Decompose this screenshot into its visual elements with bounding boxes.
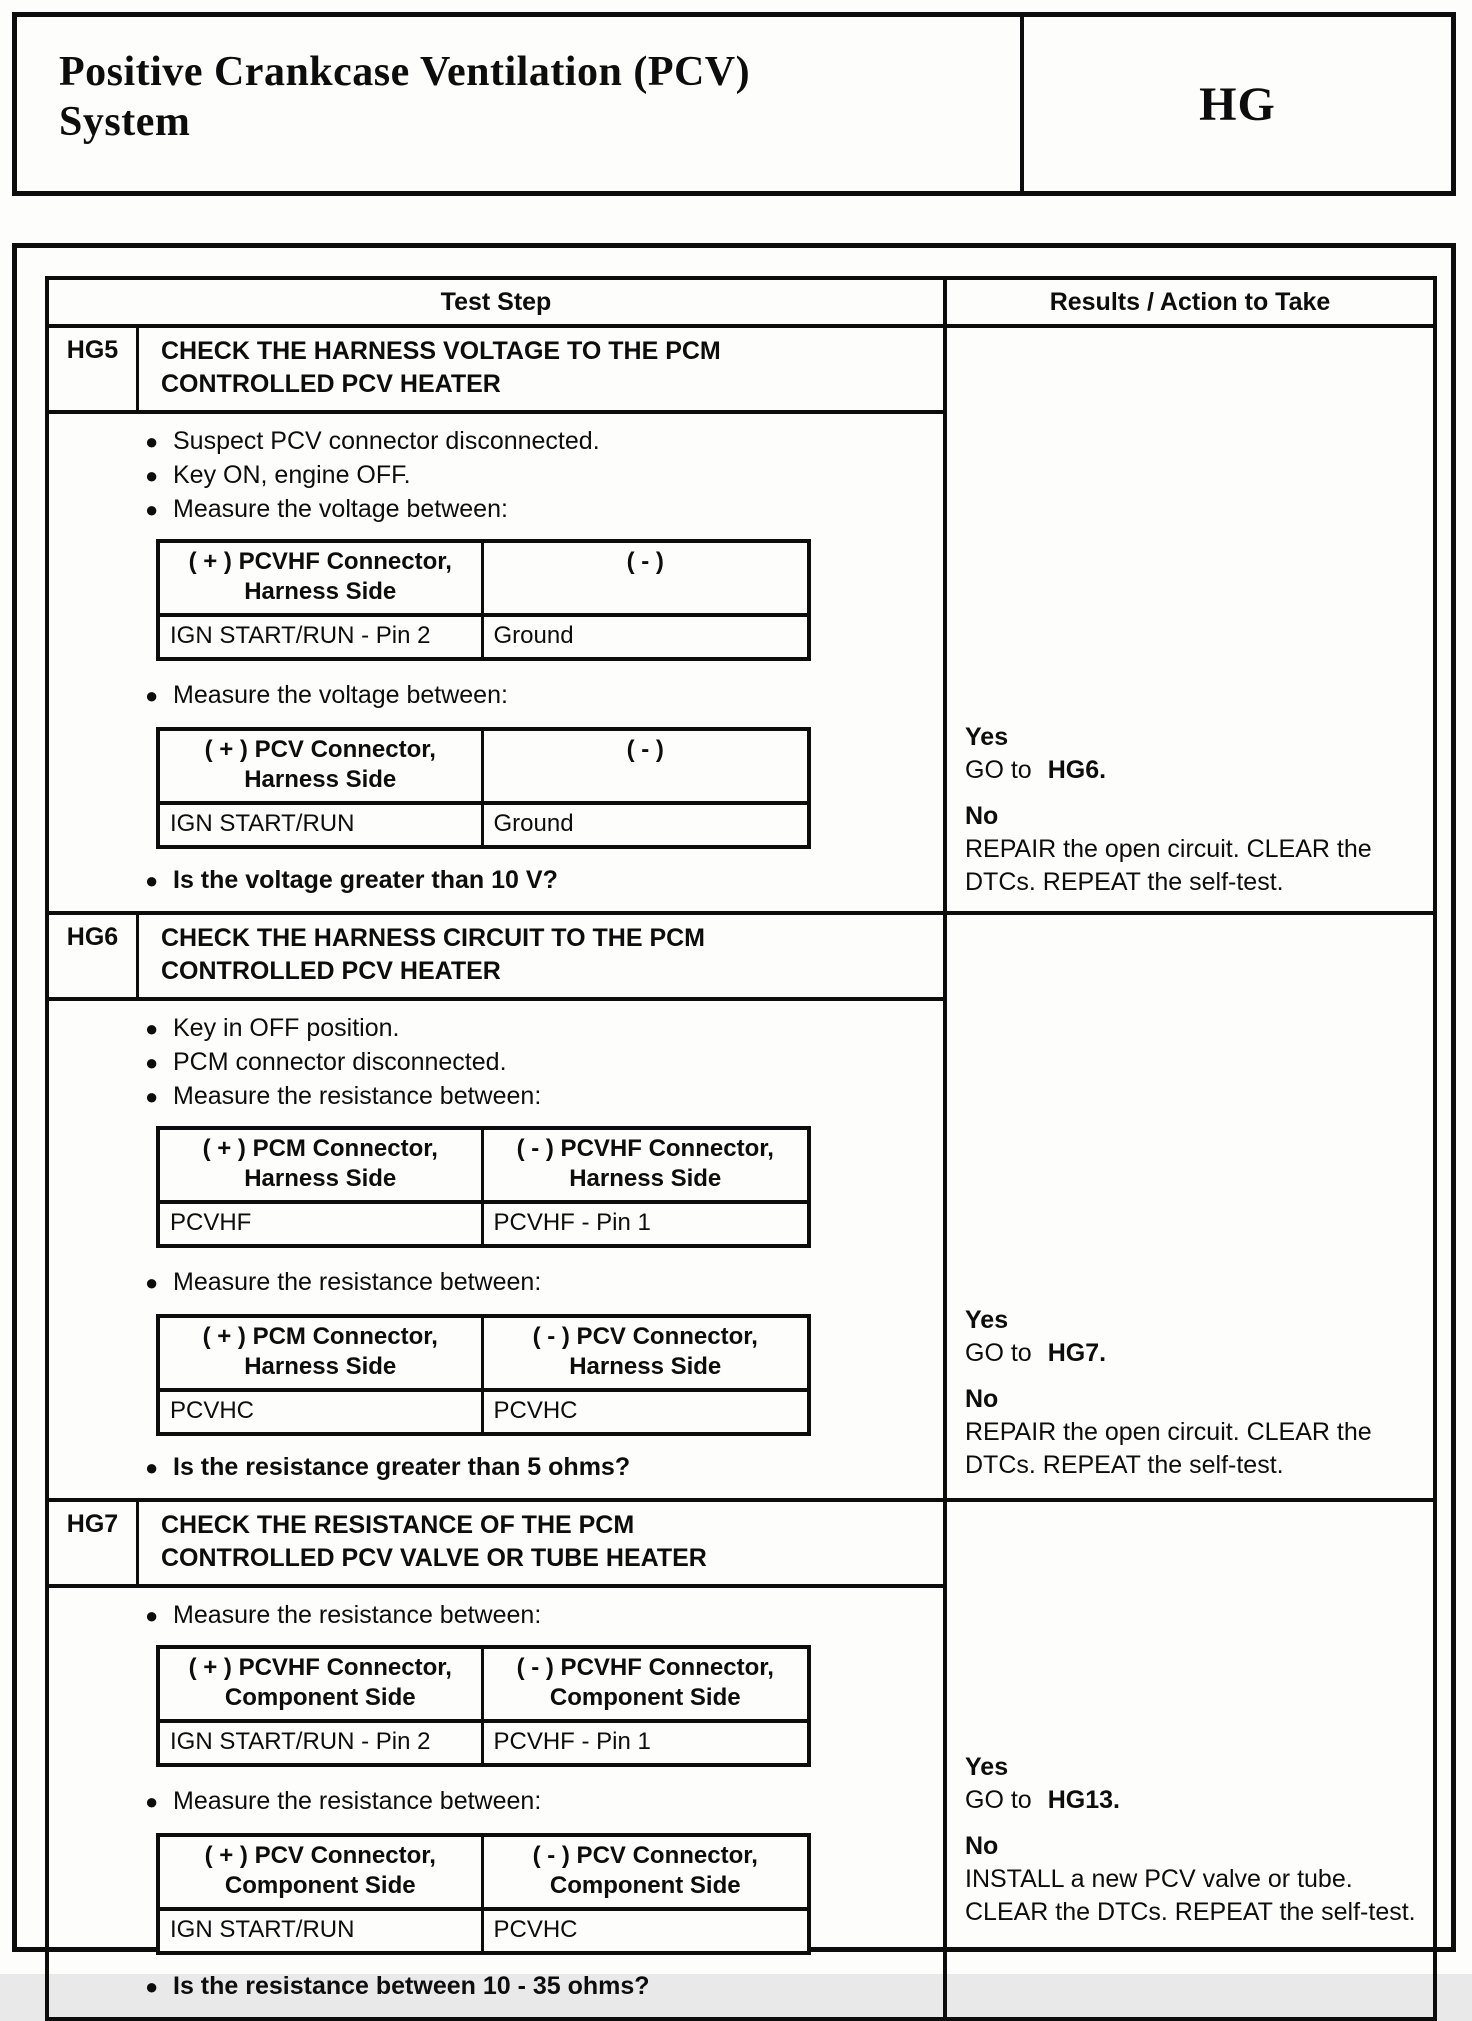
measurement-table	[156, 727, 811, 849]
results-cell	[947, 1502, 1433, 2017]
step-id: HG5	[49, 328, 139, 410]
bullet-icon: ●	[145, 1270, 159, 1295]
bullet-icon: ●	[145, 1789, 159, 1814]
minus-terminal-value: PCVHF - Pin 1	[493, 1209, 651, 1236]
step-body	[49, 1001, 943, 1498]
content-frame	[12, 243, 1456, 2000]
instruction-text: Measure the voltage between:	[173, 495, 508, 523]
column-header-test-step: Test Step	[49, 280, 947, 324]
measurement-table-row	[160, 1392, 807, 1432]
bullet-icon: ●	[145, 1084, 159, 1109]
no-label: No	[965, 1385, 999, 1413]
step-body	[49, 1588, 943, 2017]
question-text: Is the voltage greater than 10 V?	[173, 866, 558, 894]
plus-terminal-header: ( + ) PCM Connector, Harness Side	[160, 1130, 484, 1200]
step-title-row	[49, 1502, 943, 1588]
question-text: Is the resistance greater than 5 ohms?	[173, 1453, 631, 1481]
step-instruction	[49, 679, 943, 712]
step-question	[49, 864, 943, 897]
measurement-table	[156, 539, 811, 661]
plus-terminal-header: ( + ) PCM Connector, Harness Side	[160, 1318, 484, 1388]
measurement-table-row	[160, 1723, 807, 1763]
bullet-icon: ●	[145, 1974, 159, 1999]
step-id: HG6	[49, 915, 139, 997]
minus-terminal-header: ( - ) PCVHF Connector, Component Side	[516, 1654, 774, 1711]
section-code: HG	[1199, 77, 1276, 131]
page-title	[59, 47, 1010, 147]
bullet-icon: ●	[145, 1016, 159, 1041]
plus-terminal-value: IGN START/RUN - Pin 2	[160, 617, 484, 657]
measurement-table-header	[160, 1649, 807, 1723]
measurement-table-row	[160, 1204, 807, 1244]
no-label: No	[965, 802, 999, 830]
minus-terminal-value: PCVHC	[493, 1397, 578, 1424]
plus-terminal-value: IGN START/RUN	[160, 805, 484, 845]
step-instruction	[49, 1080, 943, 1113]
step-id: HG7	[49, 1502, 139, 1584]
minus-terminal-value: PCVHF - Pin 1	[493, 1728, 651, 1755]
step-instruction	[49, 1266, 943, 1299]
step-body	[49, 414, 943, 911]
test-step-group-hg7	[49, 1502, 1433, 2017]
minus-terminal-header: ( - ) PCV Connector, Harness Side	[532, 1323, 758, 1380]
instruction-text: Key in OFF position.	[173, 1014, 400, 1042]
column-header-results: Results / Action to Take	[1049, 287, 1331, 316]
measurement-table-header	[160, 543, 807, 617]
measurement-table	[156, 1126, 811, 1248]
no-label: No	[965, 1832, 999, 1860]
test-step-group-hg6	[49, 915, 1433, 1502]
page-title-line1: Positive Crankcase Ventilation (PCV)	[59, 49, 751, 95]
step-instruction	[49, 1012, 943, 1045]
step-instruction	[49, 1785, 943, 1818]
yes-action: GO to HG7.	[965, 1339, 1107, 1367]
plus-terminal-value: PCVHC	[160, 1392, 484, 1432]
bullet-icon: ●	[145, 1050, 159, 1075]
yes-label: Yes	[965, 1306, 1009, 1334]
yes-action: GO to HG13.	[965, 1786, 1120, 1814]
instruction-text: Measure the resistance between:	[173, 1601, 542, 1629]
bullet-icon: ●	[145, 497, 159, 522]
minus-terminal-header: ( - ) PCV Connector, Component Side	[532, 1842, 758, 1899]
instruction-text: Measure the resistance between:	[173, 1787, 542, 1815]
minus-terminal-header: ( - ) PCVHF Connector, Harness Side	[516, 1135, 774, 1192]
plus-terminal-header: ( + ) PCV Connector, Harness Side	[160, 731, 484, 801]
step-title-row	[49, 328, 943, 414]
results-cell	[947, 328, 1433, 911]
pinpoint-test-table	[45, 276, 1437, 2021]
step-title-row	[49, 915, 943, 1001]
bullet-icon: ●	[145, 463, 159, 488]
measurement-table	[156, 1314, 811, 1436]
measurement-table-row	[160, 805, 807, 845]
minus-terminal-value: Ground	[493, 810, 574, 837]
plus-terminal-header: ( + ) PCVHF Connector, Harness Side	[160, 543, 484, 613]
table-header-row	[49, 280, 1433, 328]
step-title: CHECK THE HARNESS VOLTAGE TO THE PCM CONTROLLED PCV HEATER	[161, 337, 721, 398]
measurement-table-header	[160, 1837, 807, 1911]
yes-action: GO to HG6.	[965, 756, 1107, 784]
bullet-icon: ●	[145, 429, 159, 454]
yes-label: Yes	[965, 723, 1009, 751]
test-step-group-hg5	[49, 328, 1433, 915]
bullet-icon: ●	[145, 868, 159, 893]
step-instruction	[49, 493, 943, 526]
page-header	[12, 12, 1456, 196]
plus-terminal-value: IGN START/RUN - Pin 2	[160, 1723, 484, 1763]
test-step-cell	[49, 1502, 947, 2017]
plus-terminal-value: IGN START/RUN	[160, 1911, 484, 1951]
minus-terminal-header: ( - )	[626, 548, 664, 575]
measurement-table-header	[160, 1130, 807, 1204]
measurement-table-header	[160, 1318, 807, 1392]
bullet-icon: ●	[145, 683, 159, 708]
minus-terminal-value: PCVHC	[493, 1916, 578, 1943]
instruction-text: Measure the resistance between:	[173, 1268, 542, 1296]
no-action: INSTALL a new PCV valve or tube. CLEAR the DTCs. REPEAT the self-test.	[965, 1865, 1416, 1926]
measurement-table-header	[160, 731, 807, 805]
test-step-cell	[49, 328, 947, 911]
step-title: CHECK THE HARNESS CIRCUIT TO THE PCM CONTROLLED PCV HEATER	[161, 924, 706, 985]
step-instruction	[49, 1046, 943, 1079]
test-step-cell	[49, 915, 947, 1498]
step-question	[49, 1451, 943, 1484]
plus-terminal-header: ( + ) PCVHF Connector, Component Side	[160, 1649, 484, 1719]
step-instruction	[49, 459, 943, 492]
yes-label: Yes	[965, 1753, 1009, 1781]
measurement-table-row	[160, 1911, 807, 1951]
instruction-text: Suspect PCV connector disconnected.	[173, 427, 600, 455]
instruction-text: Key ON, engine OFF.	[173, 461, 411, 489]
step-instruction	[49, 425, 943, 458]
no-action: REPAIR the open circuit. CLEAR the DTCs. REPEAT the self-test.	[965, 835, 1372, 896]
go-to-target: HG7.	[1047, 1339, 1107, 1367]
page-title-cell	[17, 17, 1020, 191]
minus-terminal-header: ( - )	[626, 736, 664, 763]
page-title-line2: System	[59, 99, 191, 145]
step-instruction	[49, 1599, 943, 1632]
go-to-target: HG6.	[1047, 756, 1107, 784]
plus-terminal-header: ( + ) PCV Connector, Component Side	[160, 1837, 484, 1907]
plus-terminal-value: PCVHF	[160, 1204, 484, 1244]
section-code-cell	[1020, 17, 1451, 191]
measurement-table	[156, 1645, 811, 1767]
results-cell	[947, 915, 1433, 1498]
instruction-text: Measure the voltage between:	[173, 681, 508, 709]
instruction-text: PCM connector disconnected.	[173, 1048, 507, 1076]
measurement-table-row	[160, 617, 807, 657]
step-question	[49, 1970, 943, 2003]
bullet-icon: ●	[145, 1603, 159, 1628]
minus-terminal-value: Ground	[493, 622, 574, 649]
step-title: CHECK THE RESISTANCE OF THE PCM CONTROLLED PCV VALVE OR TUBE HEATER	[161, 1511, 707, 1572]
question-text: Is the resistance between 10 - 35 ohms?	[173, 1972, 650, 2000]
instruction-text: Measure the resistance between:	[173, 1082, 542, 1110]
go-to-target: HG13.	[1047, 1786, 1120, 1814]
no-action: REPAIR the open circuit. CLEAR the DTCs. REPEAT the self-test.	[965, 1418, 1372, 1479]
measurement-table	[156, 1833, 811, 1955]
bullet-icon: ●	[145, 1455, 159, 1480]
